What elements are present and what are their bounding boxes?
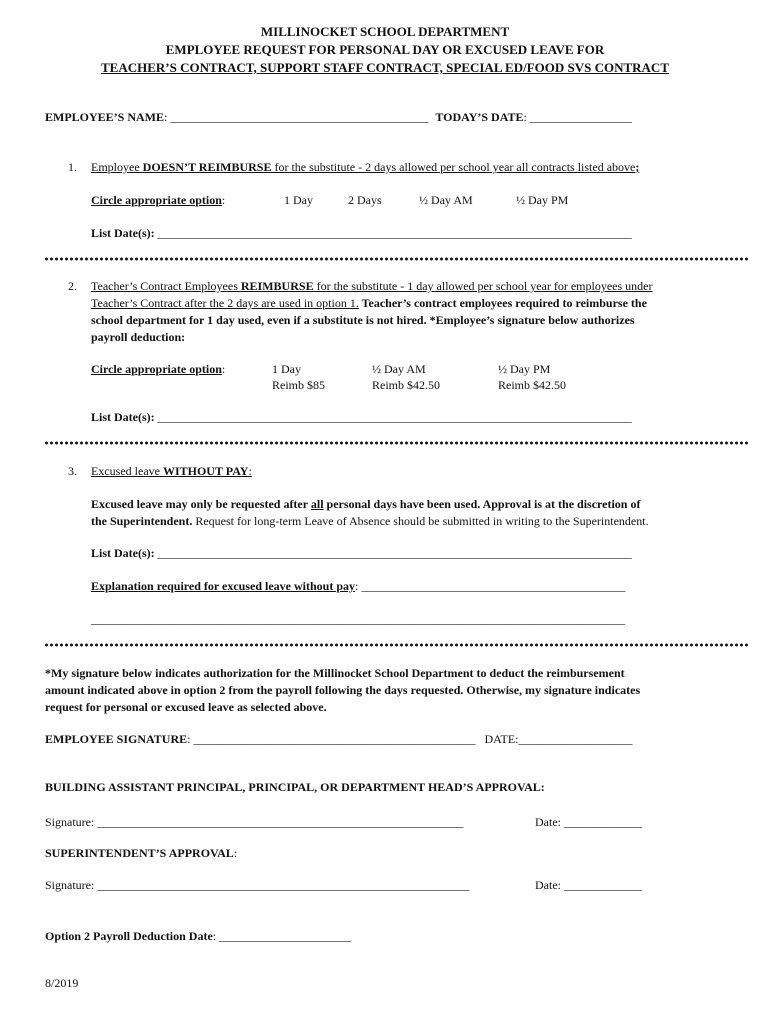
superintendent-signature-field[interactable]: ______________________________________________________________ xyxy=(97,878,470,892)
explanation-row xyxy=(91,579,625,594)
superintendent-date-row xyxy=(535,878,642,893)
todays-date-field[interactable]: : _________________ xyxy=(523,110,632,124)
principal-signature-row xyxy=(45,815,463,830)
superintendent-date-field[interactable]: _____________ xyxy=(564,878,642,892)
superintendent-date-label: Date: xyxy=(535,878,564,892)
option2-description-line1: Teacher’s Contract Employees REIMBURSE for the substitute - 1 day allowed per school year for employees under xyxy=(91,279,653,293)
explanation-field-continued[interactable]: _________________________________________________________________________________________ xyxy=(91,612,625,626)
option3-list-dates-field[interactable]: _______________________________________________________________________________ xyxy=(154,546,632,560)
employee-name-field[interactable]: : ___________________________________________ xyxy=(164,110,429,124)
option2-circle-label: Circle appropriate option: xyxy=(91,362,226,376)
principal-date-field[interactable]: _____________ xyxy=(564,815,642,829)
form-title-line1: MILLINOCKET SCHOOL DEPARTMENT xyxy=(260,24,510,39)
section-divider xyxy=(44,441,750,445)
section-divider xyxy=(44,257,750,261)
authorization-line3: request for personal or excused leave as selected above. xyxy=(45,700,327,714)
form-title-line2: EMPLOYEE REQUEST FOR PERSONAL DAY OR EXCUSED LEAVE FOR xyxy=(165,42,605,57)
principal-signature-field[interactable]: _____________________________________________________________ xyxy=(97,815,464,829)
principal-date-label: Date: xyxy=(535,815,564,829)
principal-approval-heading: BUILDING ASSISTANT PRINCIPAL, PRINCIPAL, OR DEPARTMENT HEAD’S APPROVAL: xyxy=(45,780,545,794)
employee-signature-field[interactable]: : _______________________________________________ xyxy=(187,732,476,746)
employee-signature-label: EMPLOYEE SIGNATURE xyxy=(45,732,188,746)
option1-choice-2days[interactable]: 2 Days xyxy=(348,193,382,207)
option3-list-dates xyxy=(91,546,632,561)
employee-signature-date-field[interactable]: ___________________ xyxy=(518,732,633,746)
option2-list-dates xyxy=(91,410,632,425)
option3-paragraph-line2: the Superintendent. Request for long-term Leave of Absence should be submitted in writing to the Superintendent. xyxy=(91,514,649,528)
employee-signature-date-label: DATE: xyxy=(484,732,519,746)
superintendent-signature-row xyxy=(45,878,469,893)
principal-date-row xyxy=(535,815,642,830)
option2-choice-half-pm[interactable]: ½ Day PM Reimb $42.50 xyxy=(498,362,566,392)
section-divider xyxy=(44,643,750,647)
option2-description-line3: school department for 1 day used, even if a substitute is not hired. *Employee’s signature below authorizes xyxy=(91,313,635,327)
authorization-line1: *My signature below indicates authorization for the Millinocket School Department to deduct the reimbursement xyxy=(45,666,625,680)
option3-paragraph-line1: Excused leave may only be requested after all personal days have been used. Approval is at the discretion of xyxy=(91,497,641,511)
payroll-deduction-row xyxy=(45,929,351,944)
option2-list-dates-label: List Date(s): xyxy=(91,410,155,424)
option2-description-line4: payroll deduction: xyxy=(91,330,186,344)
explanation-field[interactable]: : ____________________________________________ xyxy=(355,579,626,593)
option2-list-dates-field[interactable]: _______________________________________________________________________________ xyxy=(154,410,632,424)
option2-choice-1day[interactable]: 1 Day Reimb $85 xyxy=(272,362,325,392)
option2-number: 2. xyxy=(68,279,77,293)
explanation-label: Explanation required for excused leave without pay xyxy=(91,579,356,593)
option1-list-dates-field[interactable]: _______________________________________________________________________________ xyxy=(154,226,632,240)
option3-description: Excused leave WITHOUT PAY: xyxy=(91,464,252,478)
option1-list-dates-label: List Date(s): xyxy=(91,226,155,240)
principal-signature-label: Signature: xyxy=(45,815,98,829)
option1-choice-1day[interactable]: 1 Day xyxy=(284,193,313,207)
form-version: 8/2019 xyxy=(45,976,79,990)
authorization-line2: amount indicated above in option 2 from the payroll following the days requested. Otherwise, my signature indicates xyxy=(45,683,641,697)
todays-date-label: TODAY’S DATE xyxy=(435,110,524,124)
employee-name-row xyxy=(45,110,632,125)
employee-name-label: EMPLOYEE’S NAME xyxy=(45,110,165,124)
option1-description: Employee DOESN’T REIMBURSE for the substitute - 2 days allowed per school year all contracts listed above; xyxy=(91,160,640,174)
superintendent-approval-heading: SUPERINTENDENT’S APPROVAL: xyxy=(45,846,238,860)
option2-choice-half-am[interactable]: ½ Day AM Reimb $42.50 xyxy=(372,362,440,392)
option3-number: 3. xyxy=(68,464,77,478)
option1-choice-half-am[interactable]: ½ Day AM xyxy=(419,193,473,207)
option1-list-dates xyxy=(91,226,632,241)
option1-number: 1. xyxy=(68,160,77,174)
superintendent-signature-label: Signature: xyxy=(45,878,98,892)
option3-list-dates-label: List Date(s): xyxy=(91,546,155,560)
payroll-deduction-field[interactable]: : ______________________ xyxy=(212,929,352,943)
option2-description-line2: Teacher’s Contract after the 2 days are used in option 1. Teacher’s contract employees required to reimburse the xyxy=(91,296,647,310)
payroll-deduction-label: Option 2 Payroll Deduction Date xyxy=(45,929,213,943)
form-title-line3: TEACHER’S CONTRACT, SUPPORT STAFF CONTRACT, SPECIAL ED/FOOD SVS CONTRACT xyxy=(100,60,669,75)
option1-circle-label: Circle appropriate option: xyxy=(91,193,226,207)
option1-choice-half-pm[interactable]: ½ Day PM xyxy=(516,193,569,207)
employee-signature-row xyxy=(45,732,632,747)
